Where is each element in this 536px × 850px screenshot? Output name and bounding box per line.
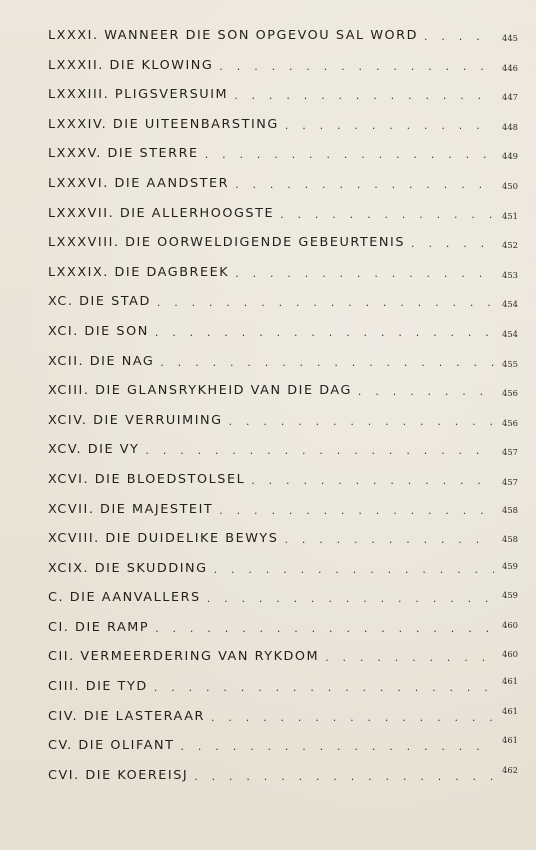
toc-entry-page-number: 462 <box>502 764 518 775</box>
toc-entry <box>48 471 518 501</box>
toc-entry-page-number: 451 <box>502 210 518 221</box>
toc-entry <box>48 619 518 649</box>
toc-entry-title: LXXXVIII. DIE OORWELDIGENDE GEBEURTENIS <box>48 235 406 251</box>
toc-entry-title: CIII. DIE TYD <box>48 679 148 695</box>
dot-leader <box>424 27 494 47</box>
toc-entry-page-number: 457 <box>502 447 518 458</box>
dot-leader <box>284 530 494 550</box>
dot-leader <box>234 86 494 106</box>
dot-leader <box>235 264 494 284</box>
dot-leader <box>251 471 494 491</box>
toc-entry-page-number: 452 <box>502 240 518 251</box>
toc-entry-title: XCVI. DIE BLOEDSTOLSEL <box>48 471 246 487</box>
toc-entry <box>48 764 518 797</box>
toc-entry-title: XCI. DIE SON <box>48 323 149 339</box>
dot-leader <box>205 145 494 165</box>
toc-entry-page-number: 460 <box>502 619 518 630</box>
dot-leader <box>219 57 494 77</box>
dot-leader <box>145 441 494 461</box>
toc-entry-title: CIV. DIE LASTERAAR <box>48 708 205 724</box>
toc-entry-title: XCIX. DIE SKUDDING <box>48 560 208 576</box>
dot-leader <box>160 353 494 373</box>
toc-entry <box>48 116 518 146</box>
dot-leader <box>411 234 494 254</box>
toc-entry-page-number: 453 <box>502 269 518 280</box>
toc-entry-title: LXXXII. DIE KLOWING <box>48 57 214 73</box>
dot-leader <box>194 767 494 787</box>
toc-entry <box>48 57 518 87</box>
toc-entry <box>48 530 518 560</box>
toc-entry-page-number: 459 <box>502 560 518 571</box>
toc-entry-title: LXXXVII. DIE ALLERHOOGSTE <box>48 205 275 221</box>
toc-entry-page-number: 461 <box>502 705 518 716</box>
toc-entry <box>48 501 518 531</box>
toc-entry <box>48 234 518 264</box>
toc-entry <box>48 737 518 767</box>
toc-entry-title: C. DIE AANVALLERS <box>48 590 201 606</box>
table-of-contents <box>48 27 518 796</box>
toc-entry-page-number: 461 <box>502 735 518 746</box>
toc-entry <box>48 705 518 738</box>
toc-entry-page-number: 460 <box>502 649 518 660</box>
dot-leader <box>155 619 494 639</box>
dot-leader <box>325 648 494 668</box>
toc-entry-title: XC. DIE STAD <box>48 294 151 310</box>
toc-entry-page-number: 456 <box>502 388 518 399</box>
toc-entry <box>48 678 518 708</box>
dot-leader <box>207 589 494 609</box>
dot-leader <box>280 205 494 225</box>
dot-leader <box>154 678 494 698</box>
toc-entry <box>48 293 518 323</box>
toc-entry <box>48 412 518 442</box>
dot-leader <box>181 737 494 757</box>
toc-entry <box>48 382 518 412</box>
toc-entry-title: XCV. DIE VY <box>48 442 140 458</box>
toc-entry-page-number: 461 <box>502 676 518 687</box>
toc-entry <box>48 560 518 590</box>
toc-entry-page-number: 454 <box>502 328 518 339</box>
toc-entry-page-number: 458 <box>502 504 518 515</box>
toc-entry-title: XCII. DIE NAG <box>48 353 155 369</box>
toc-entry-title: LXXXIV. DIE UITEENBARSTING <box>48 116 279 132</box>
toc-entry-title: LXXXI. WANNEER DIE SON OPGEVOU SAL WORD <box>48 28 418 43</box>
toc-entry <box>48 86 518 116</box>
dot-leader <box>157 293 494 313</box>
toc-entry <box>48 589 518 619</box>
dot-leader <box>155 323 494 343</box>
toc-entry <box>48 648 518 678</box>
toc-entry-title: CI. DIE RAMP <box>48 619 150 635</box>
toc-entry-title: XCVII. DIE MAJESTEIT <box>48 501 214 517</box>
toc-entry-title: CVI. DIE KOEREISJ <box>48 767 189 783</box>
toc-entry <box>48 175 518 205</box>
toc-entry-title: LXXXVI. DIE AANDSTER <box>48 175 230 191</box>
toc-entry <box>48 27 518 57</box>
toc-entry <box>48 145 518 175</box>
toc-entry <box>48 441 518 471</box>
toc-entry-page-number: 449 <box>502 151 518 162</box>
dot-leader <box>211 708 494 728</box>
toc-entry-title: LXXXIII. PLIGSVERSUIM <box>48 87 229 103</box>
toc-entry-title: XCIV. DIE VERRUIMING <box>48 412 223 428</box>
toc-entry-title: LXXXIX. DIE DAGBREEK <box>48 264 230 280</box>
dot-leader <box>214 560 494 580</box>
dot-leader <box>219 501 494 521</box>
toc-entry-page-number: 456 <box>502 417 518 428</box>
toc-entry-page-number: 457 <box>502 476 518 487</box>
dot-leader <box>358 382 494 402</box>
toc-entry <box>48 353 518 383</box>
toc-entry-page-number: 450 <box>502 180 518 191</box>
toc-entry <box>48 323 518 353</box>
toc-entry-title: XCVIII. DIE DUIDELIKE BEWYS <box>48 531 279 547</box>
dot-leader <box>229 412 494 432</box>
toc-entry-page-number: 448 <box>502 121 518 132</box>
toc-entry-page-number: 459 <box>502 590 518 601</box>
toc-entry-page-number: 446 <box>502 62 518 73</box>
toc-entry-title: CII. VERMEERDERING VAN RYKDOM <box>48 649 320 665</box>
toc-entry-page-number: 445 <box>502 33 518 43</box>
toc-entry-page-number: 458 <box>502 534 518 545</box>
toc-entry-title: XCIII. DIE GLANSRYKHEID VAN DIE DAG <box>48 383 352 399</box>
toc-entry-page-number: 447 <box>502 92 518 103</box>
toc-entry-title: LXXXV. DIE STERRE <box>48 146 199 162</box>
dot-leader <box>235 175 494 195</box>
toc-entry-title: CV. DIE OLIFANT <box>48 738 175 754</box>
dot-leader <box>285 116 494 136</box>
toc-entry <box>48 205 518 235</box>
toc-entry <box>48 264 518 294</box>
toc-entry-page-number: 454 <box>502 299 518 310</box>
toc-entry-page-number: 455 <box>502 358 518 369</box>
